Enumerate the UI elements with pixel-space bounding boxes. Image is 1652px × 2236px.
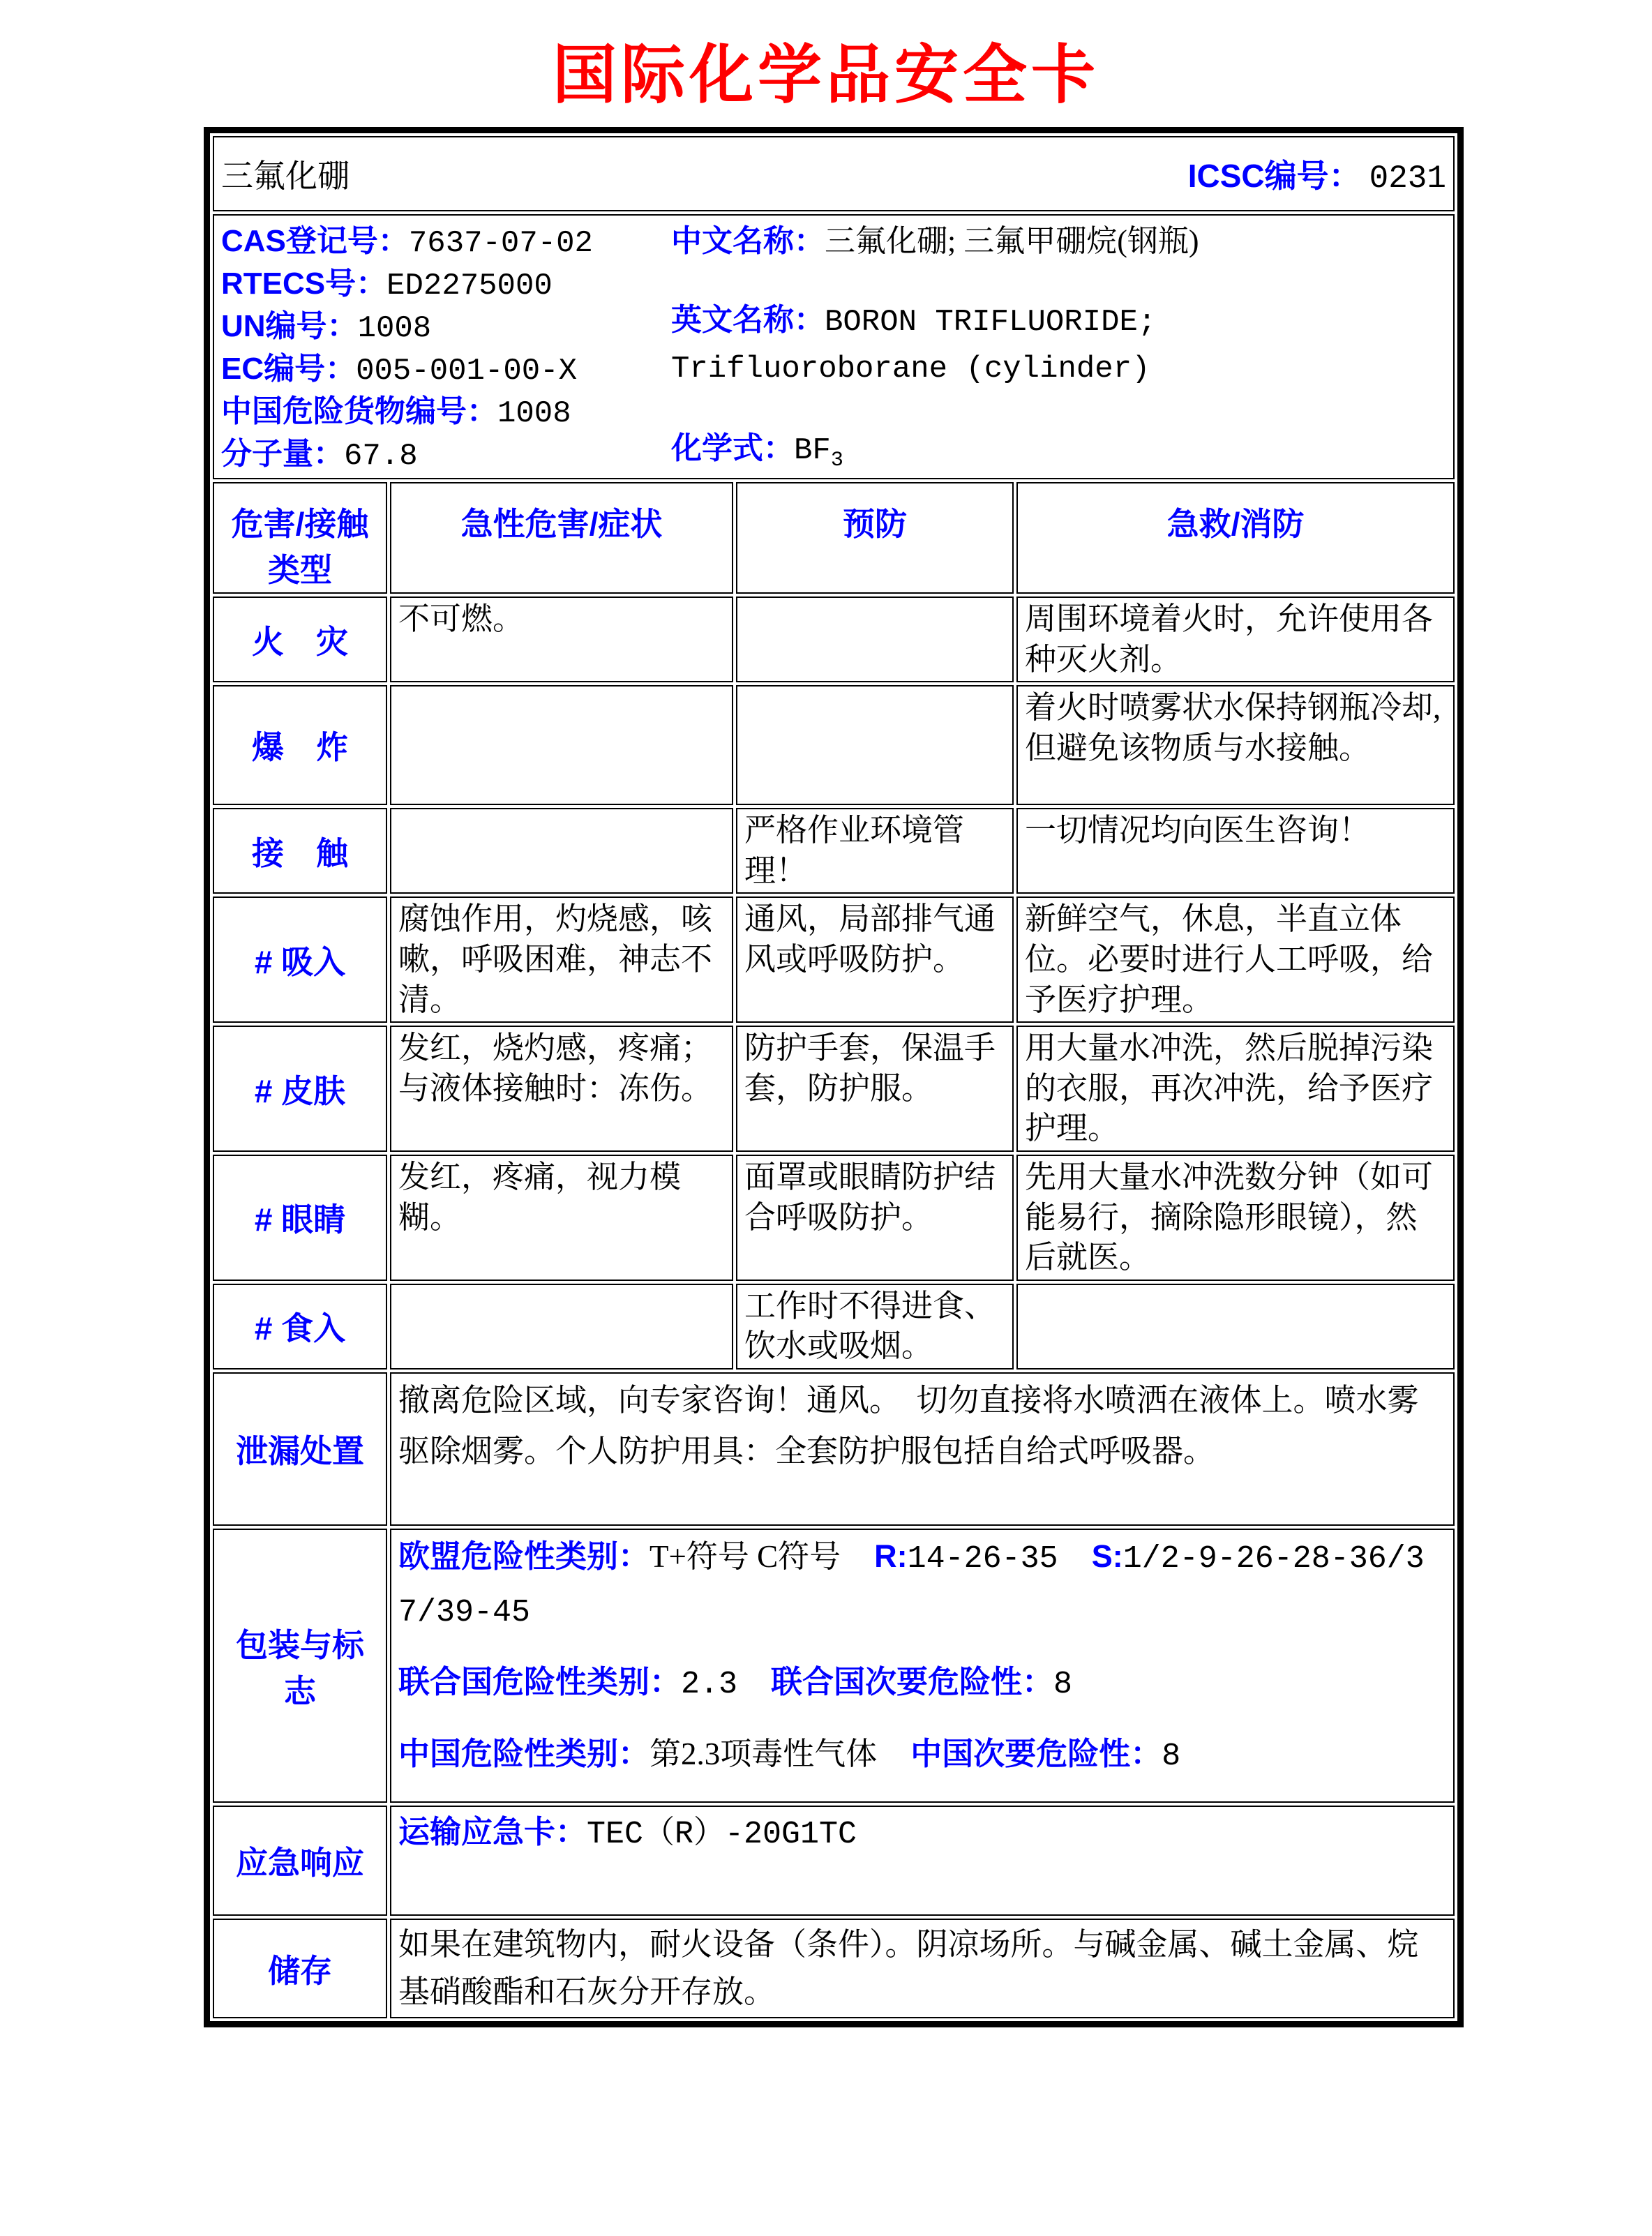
explosion-prevention: [736, 685, 1014, 805]
icsc-number-value: 0231: [1369, 160, 1447, 197]
packaging-content: [390, 1529, 1455, 1803]
row-label-ingestion: # 食入: [213, 1284, 387, 1370]
eyes-prevention: 面罩或眼睛防护结合呼吸防护。: [736, 1155, 1014, 1281]
storage-row: [213, 1919, 1455, 2018]
fire-firstaid: 周围环境着火时，允许使用各种灭火剂。: [1016, 596, 1455, 682]
hazard-row-fire: [213, 596, 1455, 682]
hazard-header-row: [213, 482, 1455, 594]
page-title: 国际化学品安全卡: [552, 40, 1099, 111]
column-header-hazard-type: 危害/接触 类型: [213, 482, 387, 594]
ec-number: EC编号：005-001-00-X: [221, 352, 577, 389]
fire-prevention: [736, 596, 1014, 682]
skin-prevention: 防护手套，保温手套，防护服。: [736, 1026, 1014, 1152]
ingestion-firstaid: [1016, 1284, 1455, 1370]
chinese-name: 中文名称：三氟化硼; 三氟甲硼烷(钢瓶): [671, 224, 1199, 258]
emergency-content: 运输应急卡：TEC（R）-20G1TC: [390, 1806, 1455, 1916]
icsc-number: [1188, 151, 1446, 197]
row-label-contact: 接 触: [213, 808, 387, 894]
header-row: [213, 136, 1455, 211]
row-label-emergency: 应急响应: [213, 1806, 387, 1916]
skin-firstaid: 用大量水冲洗，然后脱掉污染的衣服，再次冲洗，给予医疗护理。: [1016, 1026, 1455, 1152]
english-name: 英文名称：BORON TRIFLUORIDE; Trifluoroborane (cylinder): [671, 303, 1157, 387]
skin-symptoms: 发红，烧灼感，疼痛；与液体接触时：冻伤。: [390, 1026, 733, 1152]
substance-name: 三氟化硼: [221, 158, 350, 194]
info-row: [213, 214, 1455, 479]
chemical-formula: 化学式：$BF_3$: [671, 431, 843, 472]
formula-subscript: 3: [830, 449, 843, 472]
eyes-firstaid: 先用大量水冲洗数分钟（如可能易行，摘除隐形眼镜），然后就医。: [1016, 1155, 1455, 1281]
china-dg-number: 中国危险货物编号：1008: [221, 394, 571, 431]
info-left-column: [221, 217, 671, 477]
emergency-row: [213, 1806, 1455, 1916]
inhalation-symptoms: 腐蚀作用，灼烧感，咳嗽，呼吸困难，神志不清。: [390, 896, 733, 1023]
row-label-skin: # 皮肤: [213, 1026, 387, 1152]
storage-text: 如果在建筑物内，耐火设备（条件）。阴凉场所。与碱金属、碱土金属、烷基硝酸酯和石灰分开存放。: [390, 1919, 1455, 2018]
header-cell: [213, 136, 1455, 211]
row-label-storage: 储存: [213, 1919, 387, 2018]
info-cell: [213, 214, 1455, 479]
inhalation-firstaid: 新鲜空气，休息，半直立体位。必要时进行人工呼吸，给予医疗护理。: [1016, 896, 1455, 1023]
column-header-prevention: 预防: [736, 482, 1014, 594]
icsc-card-table: [204, 127, 1464, 2027]
row-label-fire: 火 灾: [213, 596, 387, 682]
row-label-spill: 泄漏处置: [213, 1372, 387, 1526]
hazard-row-skin: [213, 1026, 1455, 1152]
packaging-row: [213, 1529, 1455, 1803]
row-label-packaging: 包装与标志: [213, 1529, 387, 1803]
spill-text: 撤离危险区域，向专家咨询！通风。 切勿直接将水喷洒在液体上。喷水雾驱除烟雾。个人防护用具：全套防护服包括自给式呼吸器。: [390, 1372, 1455, 1526]
contact-symptoms: [390, 808, 733, 894]
ingestion-symptoms: [390, 1284, 733, 1370]
row-label-inhalation: # 吸入: [213, 896, 387, 1023]
spill-row: [213, 1372, 1455, 1526]
eyes-symptoms: 发红，疼痛，视力模糊。: [390, 1155, 733, 1281]
hazard-row-inhalation: [213, 896, 1455, 1023]
hazard-row-explosion: [213, 685, 1455, 805]
info-right-column: [671, 217, 1446, 477]
ingestion-prevention: 工作时不得进食、饮水或吸烟。: [736, 1284, 1014, 1370]
china-hazard-class-line: 中国危险性类别：第2.3项毒性气体 中国次要危险性：8: [398, 1735, 1181, 1774]
explosion-symptoms: [390, 685, 733, 805]
column-header-firstaid: 急救/消防: [1016, 482, 1455, 594]
explosion-firstaid: 着火时喷雾状水保持钢瓶冷却,但避免该物质与水接触。: [1016, 685, 1455, 805]
hazard-row-eyes: [213, 1155, 1455, 1281]
rtecs-number: RTECS号：ED2275000: [221, 267, 553, 303]
row-label-eyes: # 眼睛: [213, 1155, 387, 1281]
icsc-number-label: ICSC编号：: [1187, 158, 1361, 194]
hazard-row-ingestion: [213, 1284, 1455, 1370]
molecular-weight: 分子量：67.8: [221, 437, 418, 474]
un-hazard-class-line: 联合国危险性类别：2.3 联合国次要危险性：8: [398, 1663, 1073, 1702]
header-band: [221, 139, 1446, 209]
eu-hazard-class-line: 欧盟危险性类别：T+符号 C符号 R:14-26-35 S:1/2-9-26-28-36/37/39-45: [398, 1538, 1425, 1630]
hazard-row-contact: [213, 808, 1455, 894]
cas-number: CAS登记号：7637-07-02: [221, 224, 593, 261]
contact-prevention: 严格作业环境管理！: [736, 808, 1014, 894]
row-label-explosion: 爆 炸: [213, 685, 387, 805]
contact-firstaid: 一切情况均向医生咨询！: [1016, 808, 1455, 894]
fire-symptoms: 不可燃。: [390, 596, 733, 682]
info-section: [221, 217, 1446, 477]
column-header-symptoms: 急性危害/症状: [390, 482, 733, 594]
un-number: UN编号：1008: [221, 309, 432, 346]
inhalation-prevention: 通风，局部排气通风或呼吸防护。: [736, 896, 1014, 1023]
